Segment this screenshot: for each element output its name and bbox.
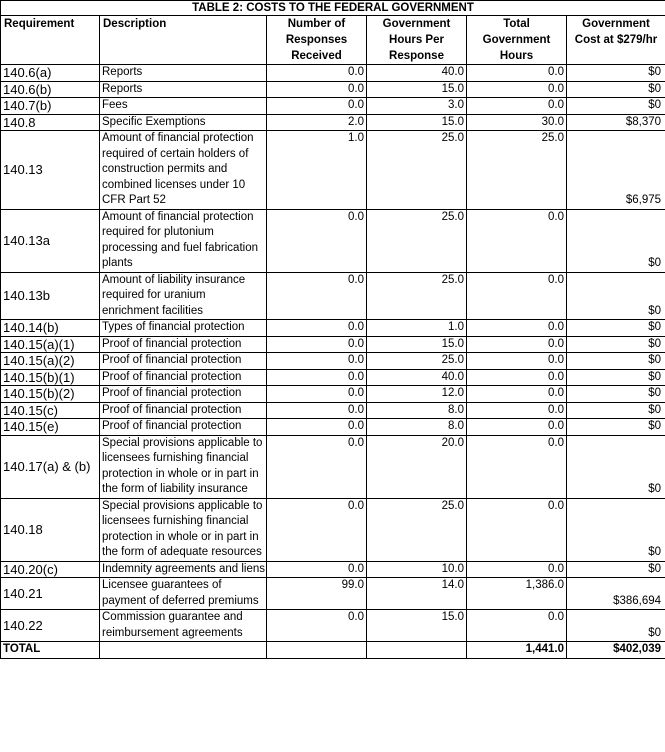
total-hours-cell: 0.0	[467, 435, 567, 498]
total-hours-cell: 0.0	[467, 65, 567, 82]
responses-cell: 0.0	[267, 419, 367, 436]
total-label: TOTAL	[1, 642, 100, 659]
requirement-cell: 140.13b	[1, 272, 100, 320]
table-row	[1, 272, 665, 320]
hours-per-response-cell: 15.0	[367, 336, 467, 353]
description-cell: Licensee guarantees of payment of deferred premiums	[100, 578, 267, 610]
table-row	[1, 65, 665, 82]
cost-cell: $0	[567, 353, 665, 370]
table-row	[1, 353, 665, 370]
hours-per-response-cell: 40.0	[367, 369, 467, 386]
cost-cell: $6,975	[567, 131, 665, 210]
hours-per-response-cell: 20.0	[367, 435, 467, 498]
cost-cell: $0	[567, 402, 665, 419]
description-cell: Types of financial protection	[100, 320, 267, 337]
requirement-cell: 140.17(a) & (b)	[1, 435, 100, 498]
description-cell: Proof of financial protection	[100, 386, 267, 403]
total-hours-cell: 0.0	[467, 369, 567, 386]
responses-cell: 99.0	[267, 578, 367, 610]
description-cell: Proof of financial protection	[100, 353, 267, 370]
responses-cell: 0.0	[267, 336, 367, 353]
responses-cell: 0.0	[267, 65, 367, 82]
cost-cell: $0	[567, 435, 665, 498]
description-cell: Amount of liability insurance required for uranium enrichment facilities	[100, 272, 267, 320]
cost-cell: $0	[567, 561, 665, 578]
cost-cell: $0	[567, 320, 665, 337]
total-hours-cell: 1,386.0	[467, 578, 567, 610]
description-cell: Special provisions applicable to licensees furnishing financial protection in whole or in part in the form of liability insurance	[100, 435, 267, 498]
description-cell: Reports	[100, 65, 267, 82]
responses-cell: 0.0	[267, 610, 367, 642]
hours-per-response-cell: 8.0	[367, 402, 467, 419]
description-cell: Fees	[100, 98, 267, 115]
hours-per-response-cell: 25.0	[367, 272, 467, 320]
table-row	[1, 561, 665, 578]
requirement-cell: 140.21	[1, 578, 100, 610]
total-hours-cell: 0.0	[467, 610, 567, 642]
table-row	[1, 320, 665, 337]
total-hours-per	[367, 642, 467, 659]
total-row	[1, 642, 665, 659]
description-cell: Proof of financial protection	[100, 336, 267, 353]
responses-cell: 0.0	[267, 402, 367, 419]
responses-cell: 0.0	[267, 435, 367, 498]
hours-per-response-cell: 8.0	[367, 419, 467, 436]
total-responses	[267, 642, 367, 659]
table-row	[1, 114, 665, 131]
total-hours-cell: 0.0	[467, 81, 567, 98]
requirement-cell: 140.15(b)(1)	[1, 369, 100, 386]
requirement-cell: 140.7(b)	[1, 98, 100, 115]
requirement-cell: 140.14(b)	[1, 320, 100, 337]
total-hours-cell: 0.0	[467, 419, 567, 436]
total-hours-cell: 0.0	[467, 353, 567, 370]
table-row	[1, 81, 665, 98]
requirement-cell: 140.6(b)	[1, 81, 100, 98]
description-cell: Commission guarantee and reimbursement agreements	[100, 610, 267, 642]
table-row	[1, 435, 665, 498]
total-hours-cell: 25.0	[467, 131, 567, 210]
total-hours-cell: 0.0	[467, 402, 567, 419]
description-cell: Amount of financial protection required for plutonium processing and fuel fabrication plants	[100, 209, 267, 272]
total-hours-cell: 0.0	[467, 209, 567, 272]
cost-cell: $0	[567, 498, 665, 561]
total-hours-cell: 0.0	[467, 320, 567, 337]
table-row	[1, 610, 665, 642]
description-cell: Proof of financial protection	[100, 402, 267, 419]
total-hours-cell: 0.0	[467, 336, 567, 353]
table-title: TABLE 2: COSTS TO THE FEDERAL GOVERNMENT	[1, 1, 665, 16]
description-cell: Special provisions applicable to licensees furnishing financial protection in whole or in part in the form of adequate resources	[100, 498, 267, 561]
responses-cell: 0.0	[267, 81, 367, 98]
requirement-cell: 140.15(a)(1)	[1, 336, 100, 353]
responses-cell: 0.0	[267, 369, 367, 386]
description-cell: Proof of financial protection	[100, 419, 267, 436]
cost-cell: $0	[567, 209, 665, 272]
hours-per-response-cell: 25.0	[367, 131, 467, 210]
requirement-cell: 140.13a	[1, 209, 100, 272]
hours-per-response-cell: 3.0	[367, 98, 467, 115]
header-hours-per-response: Government Hours Per Response	[367, 16, 467, 65]
total-hours-cell: 0.0	[467, 561, 567, 578]
table-row	[1, 578, 665, 610]
description-cell: Amount of financial protection required of certain holders of construction permits and combined licenses under 10 CFR Part 52	[100, 131, 267, 210]
cost-cell: $386,694	[567, 578, 665, 610]
requirement-cell: 140.13	[1, 131, 100, 210]
total-hours-cell: 0.0	[467, 272, 567, 320]
responses-cell: 0.0	[267, 209, 367, 272]
hours-per-response-cell: 10.0	[367, 561, 467, 578]
header-responses: Number of Responses Received	[267, 16, 367, 65]
requirement-cell: 140.15(a)(2)	[1, 353, 100, 370]
responses-cell: 0.0	[267, 272, 367, 320]
total-hours-cell: 30.0	[467, 114, 567, 131]
responses-cell: 0.0	[267, 353, 367, 370]
description-cell: Proof of financial protection	[100, 369, 267, 386]
table-row	[1, 336, 665, 353]
header-description: Description	[100, 16, 267, 65]
requirement-cell: 140.8	[1, 114, 100, 131]
responses-cell: 0.0	[267, 498, 367, 561]
cost-cell: $0	[567, 369, 665, 386]
hours-per-response-cell: 15.0	[367, 610, 467, 642]
responses-cell: 0.0	[267, 561, 367, 578]
hours-per-response-cell: 15.0	[367, 81, 467, 98]
total-cost: $402,039	[567, 642, 665, 659]
total-hours-cell: 0.0	[467, 498, 567, 561]
requirement-cell: 140.6(a)	[1, 65, 100, 82]
table-row	[1, 498, 665, 561]
requirement-cell: 140.15(e)	[1, 419, 100, 436]
requirement-cell: 140.20(c)	[1, 561, 100, 578]
cost-cell: $0	[567, 98, 665, 115]
hours-per-response-cell: 25.0	[367, 209, 467, 272]
total-description	[100, 642, 267, 659]
hours-per-response-cell: 15.0	[367, 114, 467, 131]
requirement-cell: 140.15(c)	[1, 402, 100, 419]
responses-cell: 0.0	[267, 320, 367, 337]
cost-cell: $0	[567, 610, 665, 642]
table-row	[1, 98, 665, 115]
cost-cell: $8,370	[567, 114, 665, 131]
table-row	[1, 209, 665, 272]
cost-cell: $0	[567, 81, 665, 98]
total-hours-cell: 0.0	[467, 98, 567, 115]
cost-cell: $0	[567, 386, 665, 403]
hours-per-response-cell: 25.0	[367, 353, 467, 370]
table-row	[1, 386, 665, 403]
description-cell: Specific Exemptions	[100, 114, 267, 131]
header-total-hours: Total Government Hours	[467, 16, 567, 65]
table-row	[1, 402, 665, 419]
requirement-cell: 140.18	[1, 498, 100, 561]
responses-cell: 0.0	[267, 386, 367, 403]
header-cost: Government Cost at $279/hr	[567, 16, 665, 65]
description-cell: Indemnity agreements and liens	[100, 561, 267, 578]
requirement-cell: 140.15(b)(2)	[1, 386, 100, 403]
cost-cell: $0	[567, 336, 665, 353]
cost-cell: $0	[567, 419, 665, 436]
description-cell: Reports	[100, 81, 267, 98]
responses-cell: 0.0	[267, 98, 367, 115]
table-row	[1, 131, 665, 210]
table-row	[1, 419, 665, 436]
hours-per-response-cell: 14.0	[367, 578, 467, 610]
responses-cell: 1.0	[267, 131, 367, 210]
total-hours: 1,441.0	[467, 642, 567, 659]
hours-per-response-cell: 1.0	[367, 320, 467, 337]
cost-cell: $0	[567, 272, 665, 320]
header-requirement: Requirement	[1, 16, 100, 65]
table-row	[1, 369, 665, 386]
total-hours-cell: 0.0	[467, 386, 567, 403]
hours-per-response-cell: 40.0	[367, 65, 467, 82]
responses-cell: 2.0	[267, 114, 367, 131]
hours-per-response-cell: 12.0	[367, 386, 467, 403]
cost-cell: $0	[567, 65, 665, 82]
requirement-cell: 140.22	[1, 610, 100, 642]
hours-per-response-cell: 25.0	[367, 498, 467, 561]
